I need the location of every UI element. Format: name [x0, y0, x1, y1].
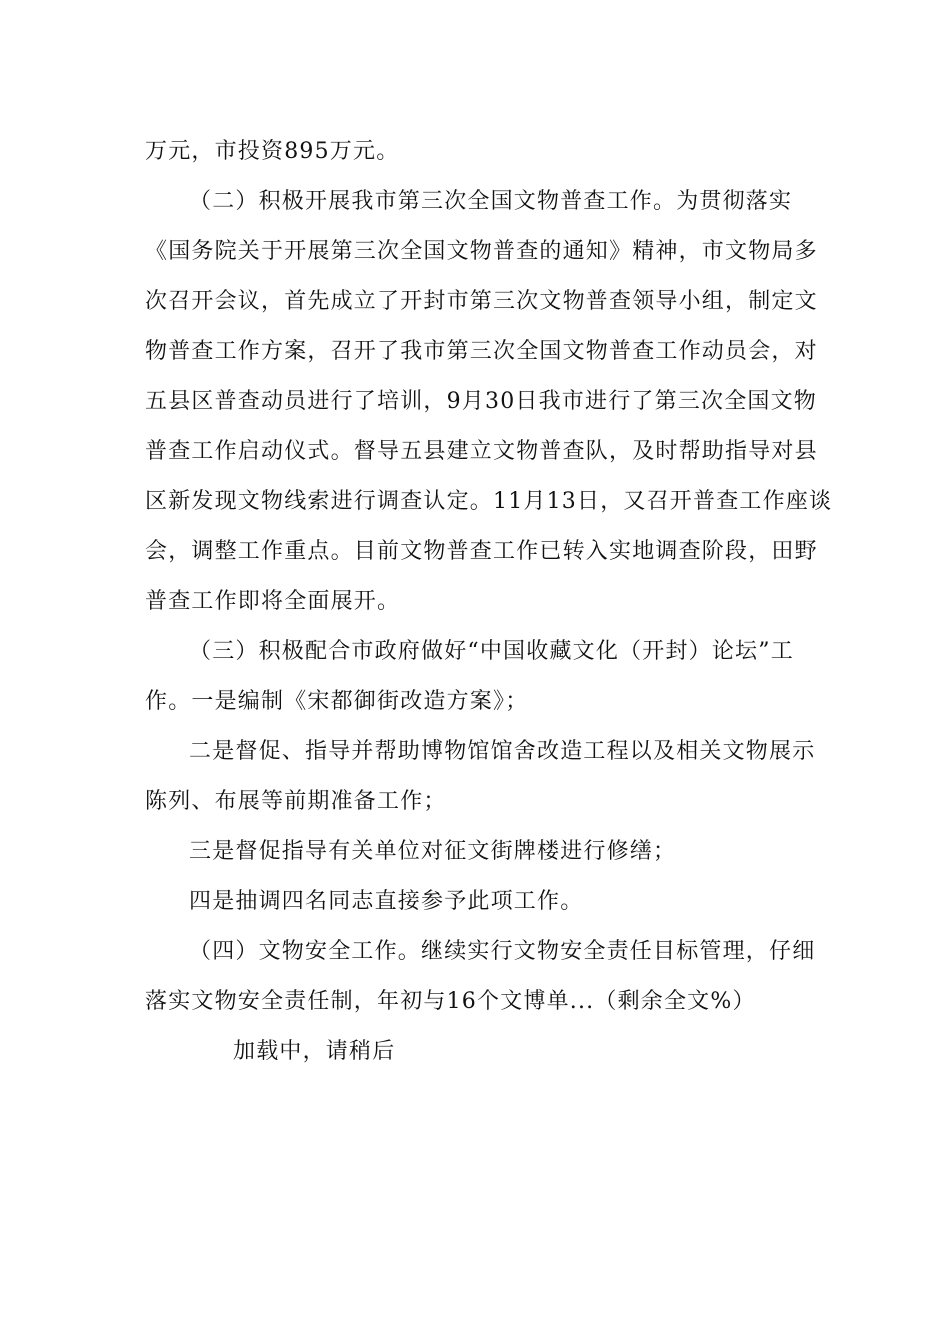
text-line: 三是督促指导有关单位对征文街牌楼进行修缮； [189, 839, 677, 864]
text-line: 四是抽调四名同志直接参予此项工作。 [189, 889, 584, 914]
text-line: 会，调整工作重点。目前文物普查工作已转入实地调查阶段，田野 [145, 539, 818, 564]
text-line: 作。一是编制《宋都御街改造方案》； [145, 689, 529, 714]
text-line: 《国务院关于开展第三次全国文物普查的通知》精神，市文物局多 [145, 239, 818, 264]
text-line: （二）积极开展我市第三次全国文物普查工作。为贯彻落实 [189, 189, 793, 214]
text-line: 万元，市投资895万元。 [145, 139, 400, 164]
text-line: 普查工作即将全面展开。 [145, 589, 401, 614]
text-line: 五县区普查动员进行了培训，9月30日我市进行了第三次全国文物 [145, 389, 817, 414]
text-line: 陈列、布展等前期准备工作； [145, 789, 447, 814]
text-line: 物普查工作方案，召开了我市第三次全国文物普查工作动员会，对 [145, 339, 818, 364]
text-line: 区新发现文物线索进行调查认定。11月13日，又召开普查工作座谈 [145, 489, 833, 514]
text-line: 落实文物安全责任制，年初与16个文博单...（剩余全文%） [145, 989, 756, 1014]
text-line: （三）积极配合市政府做好“中国收藏文化（开封）论坛”工 [189, 639, 794, 664]
text-line: 次召开会议，首先成立了开封市第三次文物普查领导小组，制定文 [145, 289, 818, 314]
loading-text: 加载中，请稍后 [233, 1039, 396, 1064]
text-line: （四）文物安全工作。继续实行文物安全责任目标管理，仔细 [189, 939, 816, 964]
text-line: 二是督促、指导并帮助博物馆馆舍改造工程以及相关文物展示 [189, 739, 816, 764]
text-line: 普查工作启动仪式。督导五县建立文物普查队，及时帮助指导对县 [145, 439, 818, 464]
